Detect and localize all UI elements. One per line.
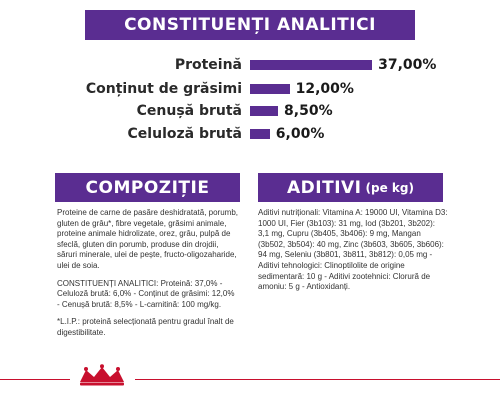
- composition-ingredients: Proteine de carne de pasăre deshidratată, porumb, gluten de grâu*, fibre vegetale, grăsimi animale, proteine animale hidrolizate, orez, grâu, pulpă de sfeclă, gluten din porumb, produse din drojdii, săruri minerale, ulei de pește, fructo-oligozaharide, ulei de soia.: [57, 208, 239, 270]
- analytic-constituents-title-text: CONSTITUENȚI ANALITICI: [124, 15, 376, 35]
- additives-title-text: ADITIVI: [287, 177, 362, 198]
- composition-text: [57, 208, 239, 339]
- nutrient-bar: [250, 106, 278, 116]
- nutrient-bar: [250, 84, 290, 94]
- nutrient-label: Proteină: [174, 57, 242, 73]
- footer-divider-right: [135, 379, 500, 380]
- additives-title-suffix: (pe kg): [365, 180, 414, 195]
- analytic-constituents-title: [85, 10, 415, 40]
- nutrient-bar: [250, 129, 270, 139]
- additives-title: [258, 173, 443, 202]
- nutrient-value: 8,50%: [284, 103, 333, 119]
- composition-title-text: COMPOZIȚIE: [85, 177, 210, 198]
- nutrient-value: 37,00%: [378, 57, 437, 73]
- footer-divider-left: [0, 379, 70, 380]
- nutrient-row: [0, 101, 500, 121]
- royal-canin-crown-icon: [72, 364, 132, 388]
- nutrient-value: 6,00%: [275, 126, 325, 142]
- composition-title: [55, 173, 240, 202]
- additives-text: [258, 208, 448, 293]
- composition-analytic-summary: CONSTITUENȚI ANALITICI: Proteină: 37,0% - Celuloză brută: 6,0% - Conținut de grăsimi: 12,0% - Cenușă brută: 8,5% - L-carnitină: 100 mg/kg.: [57, 278, 235, 309]
- nutrient-label: Conținut de grăsimi: [85, 81, 242, 97]
- nutrient-row: [0, 79, 500, 99]
- additives-details: Aditivi nutriționali: Vitamina A: 19000 UI, Vitamina D3: 1000 UI, Fier (3b103): 31 mg, Iod (3b201, 3b202): 3,1 mg, Cupru (3b405, 3b406): 9 mg, Mangan (3b502, 3b504): 40 mg, Zinc (3b603, 3b605, 3b606): 94 mg, Seleniu (3b801, 3b811, 3b812): 0,05 mg - Aditivi tehnologici: Clinoptilolite de origine sedimentară: 10 g - Aditivi zootehnici: Clorură de amoniu: 5 g - Antioxidanți.: [258, 208, 448, 292]
- nutrient-label: Cenușă brută: [136, 103, 242, 119]
- composition-footnote: *L.I.P.: proteină selecționată pentru gradul înalt de digestibilitate.: [57, 317, 234, 337]
- nutrient-row: [0, 124, 500, 144]
- nutrient-label: Celuloză brută: [127, 126, 242, 142]
- nutrient-bar: [250, 60, 372, 70]
- nutrient-value: 12,00%: [295, 81, 354, 97]
- nutrient-row: [0, 55, 500, 75]
